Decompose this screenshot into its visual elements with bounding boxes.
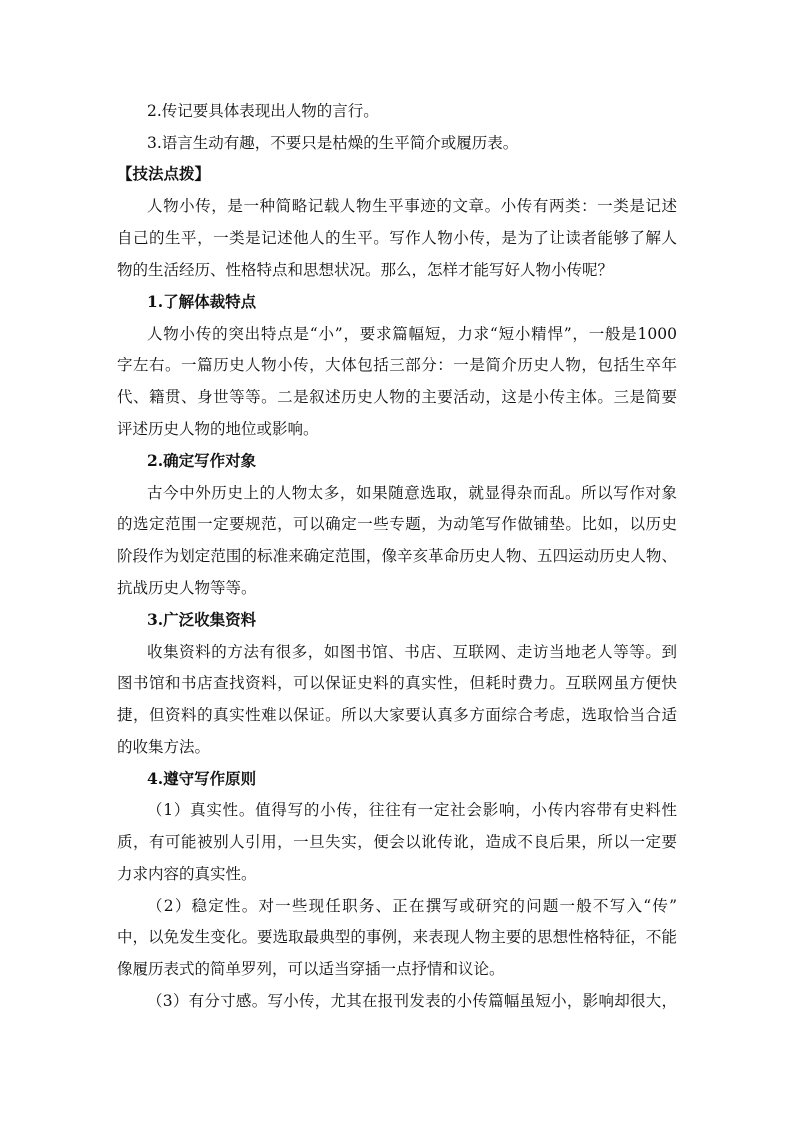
text-line: 字左右。一篇历史人物小传，大体包括三部分：一是简介历史人物，包括生卒年 [117,356,677,374]
text-line: 收集资料的方法有很多，如图书馆、书店、互联网、走访当地老人等等。到 [147,643,677,661]
text-line: 阶段作为划定范围的标准来确定范围，像辛亥革命历史人物、五四运动历史人物、 [117,547,677,565]
section-heading: 3.广泛收集资料 [147,610,257,629]
text-line: 评述历史人物的地位或影响。 [117,420,319,438]
text-line: 抗战历史人物等等。 [117,579,257,597]
text-line: 物的生活经历、性格特点和思想状况。那么，怎样才能写好人物小传呢？ [117,261,614,279]
text-line: 2.传记要具体表现出人物的言行。 [147,102,379,120]
text-line: 捷，但资料的真实性难以保证。所以大家要认真多方面综合考虑，选取恰当合适 [117,706,677,724]
section-heading: 【技法点拨】 [117,164,211,183]
text-line: 代、籍贯、身世等等。二是叙述历史人物的主要活动，这是小传主体。三是简要 [117,388,677,406]
text-line: 人物小传，是一种简略记载人物生平事迹的文章。小传有两类：一类是记述 [147,197,677,215]
text-line: 质，有可能被别人引用，一旦失实，便会以讹传讹，造成不良后果，所以一定要 [117,833,677,851]
text-line: 人物小传的突出特点是“小”，要求篇幅短，力求“短小精悍”，一般是1000 [147,325,677,343]
section-heading: 1.了解体裁特点 [147,292,257,311]
text-line: 像履历表式的简单罗列，可以适当穿插一点抒情和议论。 [117,960,505,978]
text-line: （2）稳定性。对一些现任职务、正在撰写或研究的问题一般不写入“传” [147,897,677,915]
text-line: 的收集方法。 [117,738,211,756]
text-line: （3）有分寸感。写小传，尤其在报刊发表的小传篇幅虽短小，影响却很大， [147,992,677,1010]
text-line: 自己的生平，一类是记述他人的生平。写作人物小传，是为了让读者能够了解人 [117,229,677,247]
text-line: 中，以免发生变化。要选取最典型的事例，来表现人物主要的思想性格特征，不能 [117,928,677,946]
text-line: （1）真实性。值得写的小传，往往有一定社会影响，小传内容带有史料性 [147,801,677,819]
section-heading: 4.遵守写作原则 [147,769,257,788]
text-line: 3.语言生动有趣，不要只是枯燥的生平简介或履历表。 [147,134,519,152]
text-line: 古今中外历史上的人物太多，如果随意选取，就显得杂而乱。所以写作对象 [147,484,677,502]
section-heading: 2.确定写作对象 [147,451,257,470]
text-line: 的选定范围一定要规范，可以确定一些专题，为动笔写作做铺垫。比如，以历史 [117,515,677,533]
text-line: 力求内容的真实性。 [117,865,257,883]
text-line: 图书馆和书店查找资料，可以保证史料的真实性，但耗时费力。互联网虽方便快 [117,674,677,692]
